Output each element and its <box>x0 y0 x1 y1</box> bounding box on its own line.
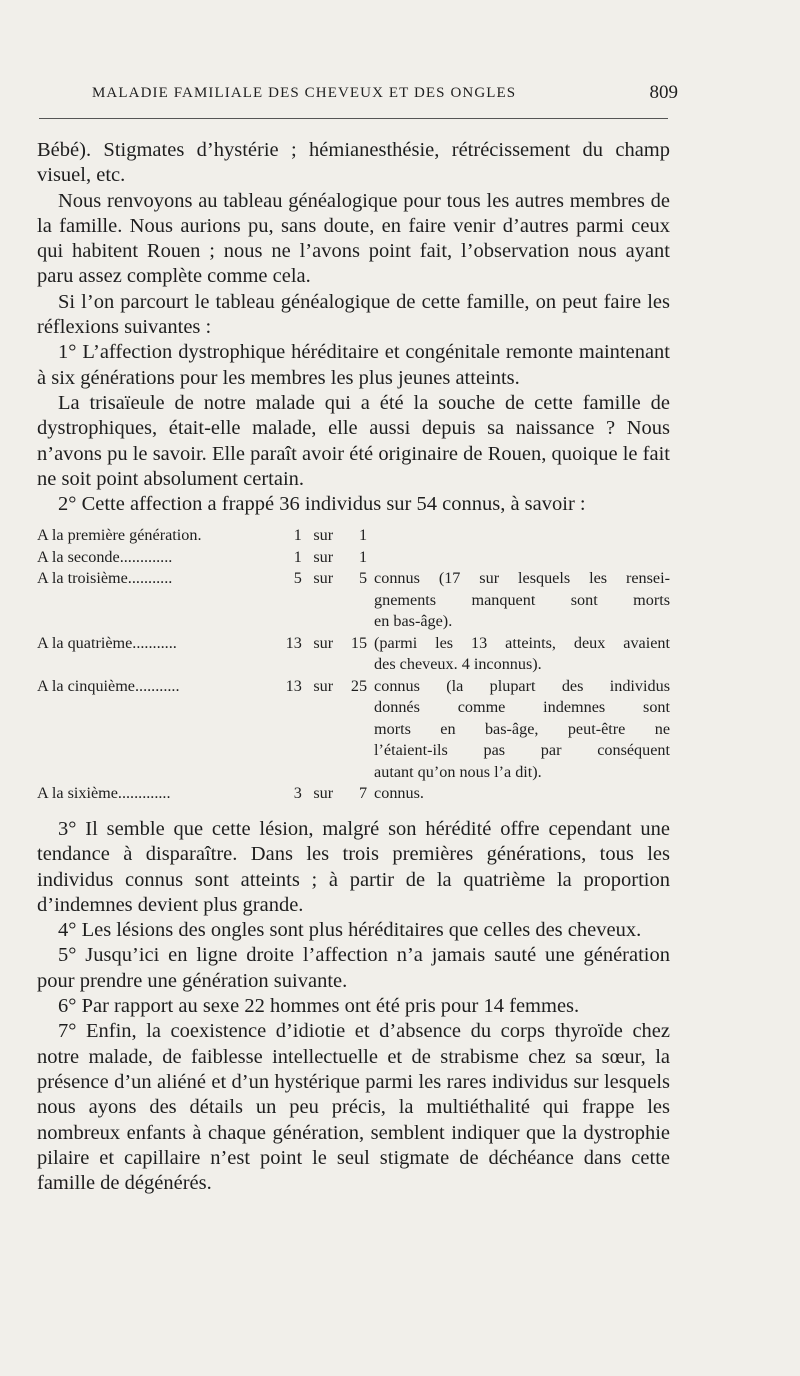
conclusions <box>37 817 670 1196</box>
table-row <box>37 547 670 569</box>
row-note <box>367 633 670 676</box>
known-count: 15 <box>350 633 368 652</box>
affected-count: 3 <box>293 784 302 803</box>
paragraph: 2° Cette affection a frappé 36 individus sur 54 connus, à savoir : <box>58 493 586 516</box>
note-line: des cheveux. 4 inconnus). <box>374 655 542 674</box>
sur-word: sur <box>313 784 334 803</box>
paragraph: La trisaïeule de notre malade qui a été la souche de cette famille de dystrophiques, était-elle malade, elle aussi depuis sa naissance ? Nous n’avons pu le savoir. Elle paraît avoir été originaire de Rouen, quoique le fait ne soit point absolument certain. <box>37 391 670 490</box>
table-row <box>37 568 670 633</box>
note-line: morts en bas-âge, peut-être ne <box>374 719 671 738</box>
known-count: 1 <box>358 526 368 545</box>
note-line: connus (17 sur lesquels les rensei- <box>374 569 671 588</box>
note-line: l’étaient-ils pas par conséquent <box>374 741 671 760</box>
sur-word: sur <box>313 547 334 566</box>
running-header <box>92 82 678 106</box>
page-number: 809 <box>649 82 678 103</box>
header-rule <box>39 118 668 119</box>
table-row <box>37 676 670 784</box>
note-line: connus. <box>374 784 424 803</box>
paragraph: Si l’on parcourt le tableau généalogique de cette famille, on peut faire les réflexions suivantes : <box>37 290 670 339</box>
row-note <box>367 525 670 547</box>
note-line: en bas-âge). <box>374 612 453 631</box>
row-note <box>367 568 670 633</box>
note-line: (parmi les 13 atteints, deux avaient <box>374 633 671 652</box>
row-note <box>367 547 670 569</box>
note-line: gnements manquent sont morts <box>374 590 671 609</box>
affected-count: 1 <box>293 526 302 545</box>
affected-count: 13 <box>285 633 302 652</box>
affected-count: 1 <box>293 547 302 566</box>
known-count: 25 <box>350 676 368 695</box>
page-body <box>37 138 670 1196</box>
generation-label: A la première génération. <box>37 526 202 545</box>
paragraph: 4° Les lésions des ongles sont plus héréditaires que celles des cheveux. <box>58 919 642 942</box>
paragraph: 3° Il semble que cette lésion, malgré son hérédité offre cependant une tendance à disparaître. Dans les trois premières générations, tous les individus connus sont atteints ; à partir de la quatrième la proportion d’indemnes devient plus grande. <box>37 817 670 916</box>
sur-word: sur <box>313 633 334 652</box>
paragraph: 7° Enfin, la coexistence d’idiotie et d’absence du corps thyroïde chez notre malade, de faiblesse intellectuelle et de strabisme chez sa sœur, la présence d’un aliéné et d’un hystérique parmi les rares individus sur lesquels nous ayons des détails un peu précis, la multiéthalité qui frappe les nombreux enfants à chaque génération, semblent indiquer que la dystrophie pilaire et capillaire n’est point le seul stigmate de déchéance dans cette famille de dégénérés. <box>37 1020 670 1195</box>
paragraph: 6° Par rapport au sexe 22 hommes ont été pris pour 14 femmes. <box>58 995 580 1018</box>
table-row <box>37 783 670 805</box>
paragraph: Nous renvoyons au tableau généalogique pour tous les autres membres de la famille. Nous aurions pu, sans doute, en faire venir d’autres parmi ceux qui habitent Rouen ; nous ne l’avons point fait, l’observation nous ayant paru assez complète comme cela. <box>37 189 670 288</box>
known-count: 5 <box>358 569 368 588</box>
table-row <box>37 525 670 547</box>
row-note <box>367 783 670 805</box>
affected-count: 5 <box>293 569 302 588</box>
sur-word: sur <box>313 569 334 588</box>
sur-word: sur <box>313 526 334 545</box>
table-row <box>37 633 670 676</box>
generations-table <box>37 525 670 805</box>
generation-label: A la seconde............. <box>37 547 173 566</box>
note-line: connus (la plupart des individus <box>374 676 671 695</box>
generation-label: A la troisième........... <box>37 569 173 588</box>
generation-label: A la cinquième........... <box>37 676 180 695</box>
note-line: autant qu’on nous l’a dit). <box>374 762 542 781</box>
affected-count: 13 <box>285 676 302 695</box>
running-title: MALADIE FAMILIALE DES CHEVEUX ET DES ONGLES <box>92 85 517 101</box>
known-count: 1 <box>358 547 368 566</box>
paragraph: 5° Jusqu’ici en ligne droite l’affection n’a jamais sauté une génération pour prendre une génération suivante. <box>37 944 670 992</box>
known-count: 7 <box>358 784 368 803</box>
sur-word: sur <box>313 676 334 695</box>
generation-label: A la quatrième........... <box>37 633 177 652</box>
generation-label: A la sixième............. <box>37 784 171 803</box>
row-note <box>367 676 670 784</box>
paragraph: Bébé). Stigmates d’hystérie ; hémianesthésie, rétrécissement du champ visuel, etc. <box>37 139 670 187</box>
paragraph: 1° L’affection dystrophique héréditaire et congénitale remonte maintenant à six générations pour les membres les plus jeunes atteints. <box>37 341 670 389</box>
note-line: donnés comme indemnes sont <box>374 698 671 717</box>
